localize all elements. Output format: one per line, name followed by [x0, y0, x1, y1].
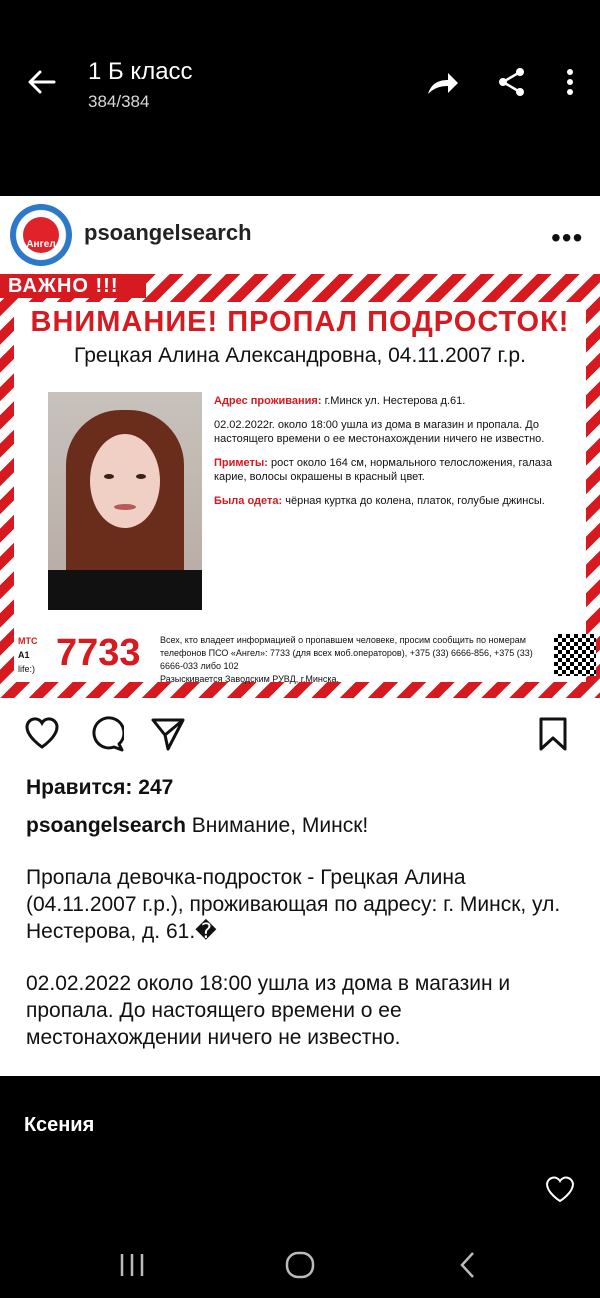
address-label: Адрес проживания:: [214, 395, 322, 407]
back-arrow-icon[interactable]: [24, 64, 60, 100]
photo-lips: [114, 504, 136, 510]
forward-icon[interactable]: [424, 66, 460, 102]
poster-important-label: ВАЖНО !!!: [0, 274, 146, 298]
save-bookmark-icon[interactable]: [538, 716, 568, 752]
chat-title: 1 Б класс: [88, 58, 193, 85]
more-vertical-icon[interactable]: [562, 66, 578, 98]
poster-name: Грецкая Алина Александровна, 04.11.2007 г.р.: [74, 344, 526, 367]
dressed-label: Была одета:: [214, 495, 283, 507]
mts-logo: МТС: [18, 636, 38, 646]
caption-paragraph: Пропала девочка-подросток - Грецкая Алина (04.11.2007 г.р.), проживающая по адресу: г. Минск, ул. Нестерова, д. 61.�: [26, 866, 561, 943]
top-bar: [0, 0, 600, 196]
address-value: г.Минск ул. Нестерова д.61.: [321, 395, 466, 407]
contacts-text-main: Всех, кто владеет информацией о пропавшем человеке, просим сообщить по номерам телефонов ПСО «Ангел»: 7733 (для всех моб.операторов), +375 (33) 6666-856, +375 (33) 6666-033 либо 102: [160, 635, 533, 671]
a1-logo: A1: [18, 650, 30, 660]
post-more-icon[interactable]: •••: [551, 222, 584, 253]
photo-face: [90, 434, 160, 528]
caption-username[interactable]: psoangelsearch: [26, 814, 186, 837]
poster-image: [0, 274, 600, 698]
likes-count[interactable]: Нравится: 247: [26, 776, 174, 799]
home-icon[interactable]: [284, 1250, 316, 1280]
send-icon[interactable]: [150, 716, 186, 752]
avatar[interactable]: [10, 204, 72, 266]
image-counter: 384/384: [88, 92, 150, 111]
system-nav-bar: [0, 1222, 600, 1298]
avatar-logo-text: Ангел: [23, 217, 59, 253]
poster-info: [214, 394, 584, 518]
comment-author: Ксения: [24, 1114, 95, 1136]
recent-apps-icon[interactable]: [118, 1252, 146, 1278]
signs-label: Приметы:: [214, 457, 268, 469]
share-icon[interactable]: [496, 66, 528, 98]
post-actions: [0, 716, 600, 756]
react-heart-icon[interactable]: [544, 1174, 576, 1204]
qr-code: [554, 634, 596, 676]
photo-shirt: [48, 570, 202, 610]
dressed-value: чёрная куртка до колена, платок, голубые джинсы.: [282, 495, 545, 507]
caption-paragraph: 02.02.2022 около 18:00 ушла из дома в магазин и пропала. До настоящего времени о ее местонахождении ничего не известно.: [26, 972, 511, 1049]
photo-eye: [104, 474, 114, 479]
back-nav-icon[interactable]: [456, 1250, 480, 1280]
poster-contacts: [14, 632, 586, 682]
poster-content: [14, 302, 586, 682]
photo-eye: [136, 474, 146, 479]
like-heart-icon[interactable]: [24, 716, 60, 750]
poster-story: 02.02.2022г. около 18:00 ушла из дома в магазин и пропала. До настоящего времени о ее местонахождении ничего не известно.: [214, 419, 545, 445]
missing-person-photo: [48, 392, 202, 610]
contacts-text: [160, 634, 556, 686]
signs-value: рост около 164 см, нормального телосложения, галаза карие, волосы окрашены в красный цвет.: [214, 457, 552, 483]
life-logo: life:): [18, 664, 36, 674]
post-card: [0, 196, 600, 1076]
post-username[interactable]: psoangelsearch: [84, 220, 252, 245]
comment-icon[interactable]: [88, 716, 124, 752]
caption-first-line: Внимание, Минск!: [185, 814, 369, 837]
short-phone-number: 7733: [56, 632, 141, 674]
poster-title: ВНИМАНИЕ! ПРОПАЛ ПОДРОСТОК!: [30, 306, 570, 338]
contacts-text-wanted: Разыскивается Заводским РУВД, г.Минска.: [160, 674, 340, 684]
post-caption: [26, 812, 576, 1076]
